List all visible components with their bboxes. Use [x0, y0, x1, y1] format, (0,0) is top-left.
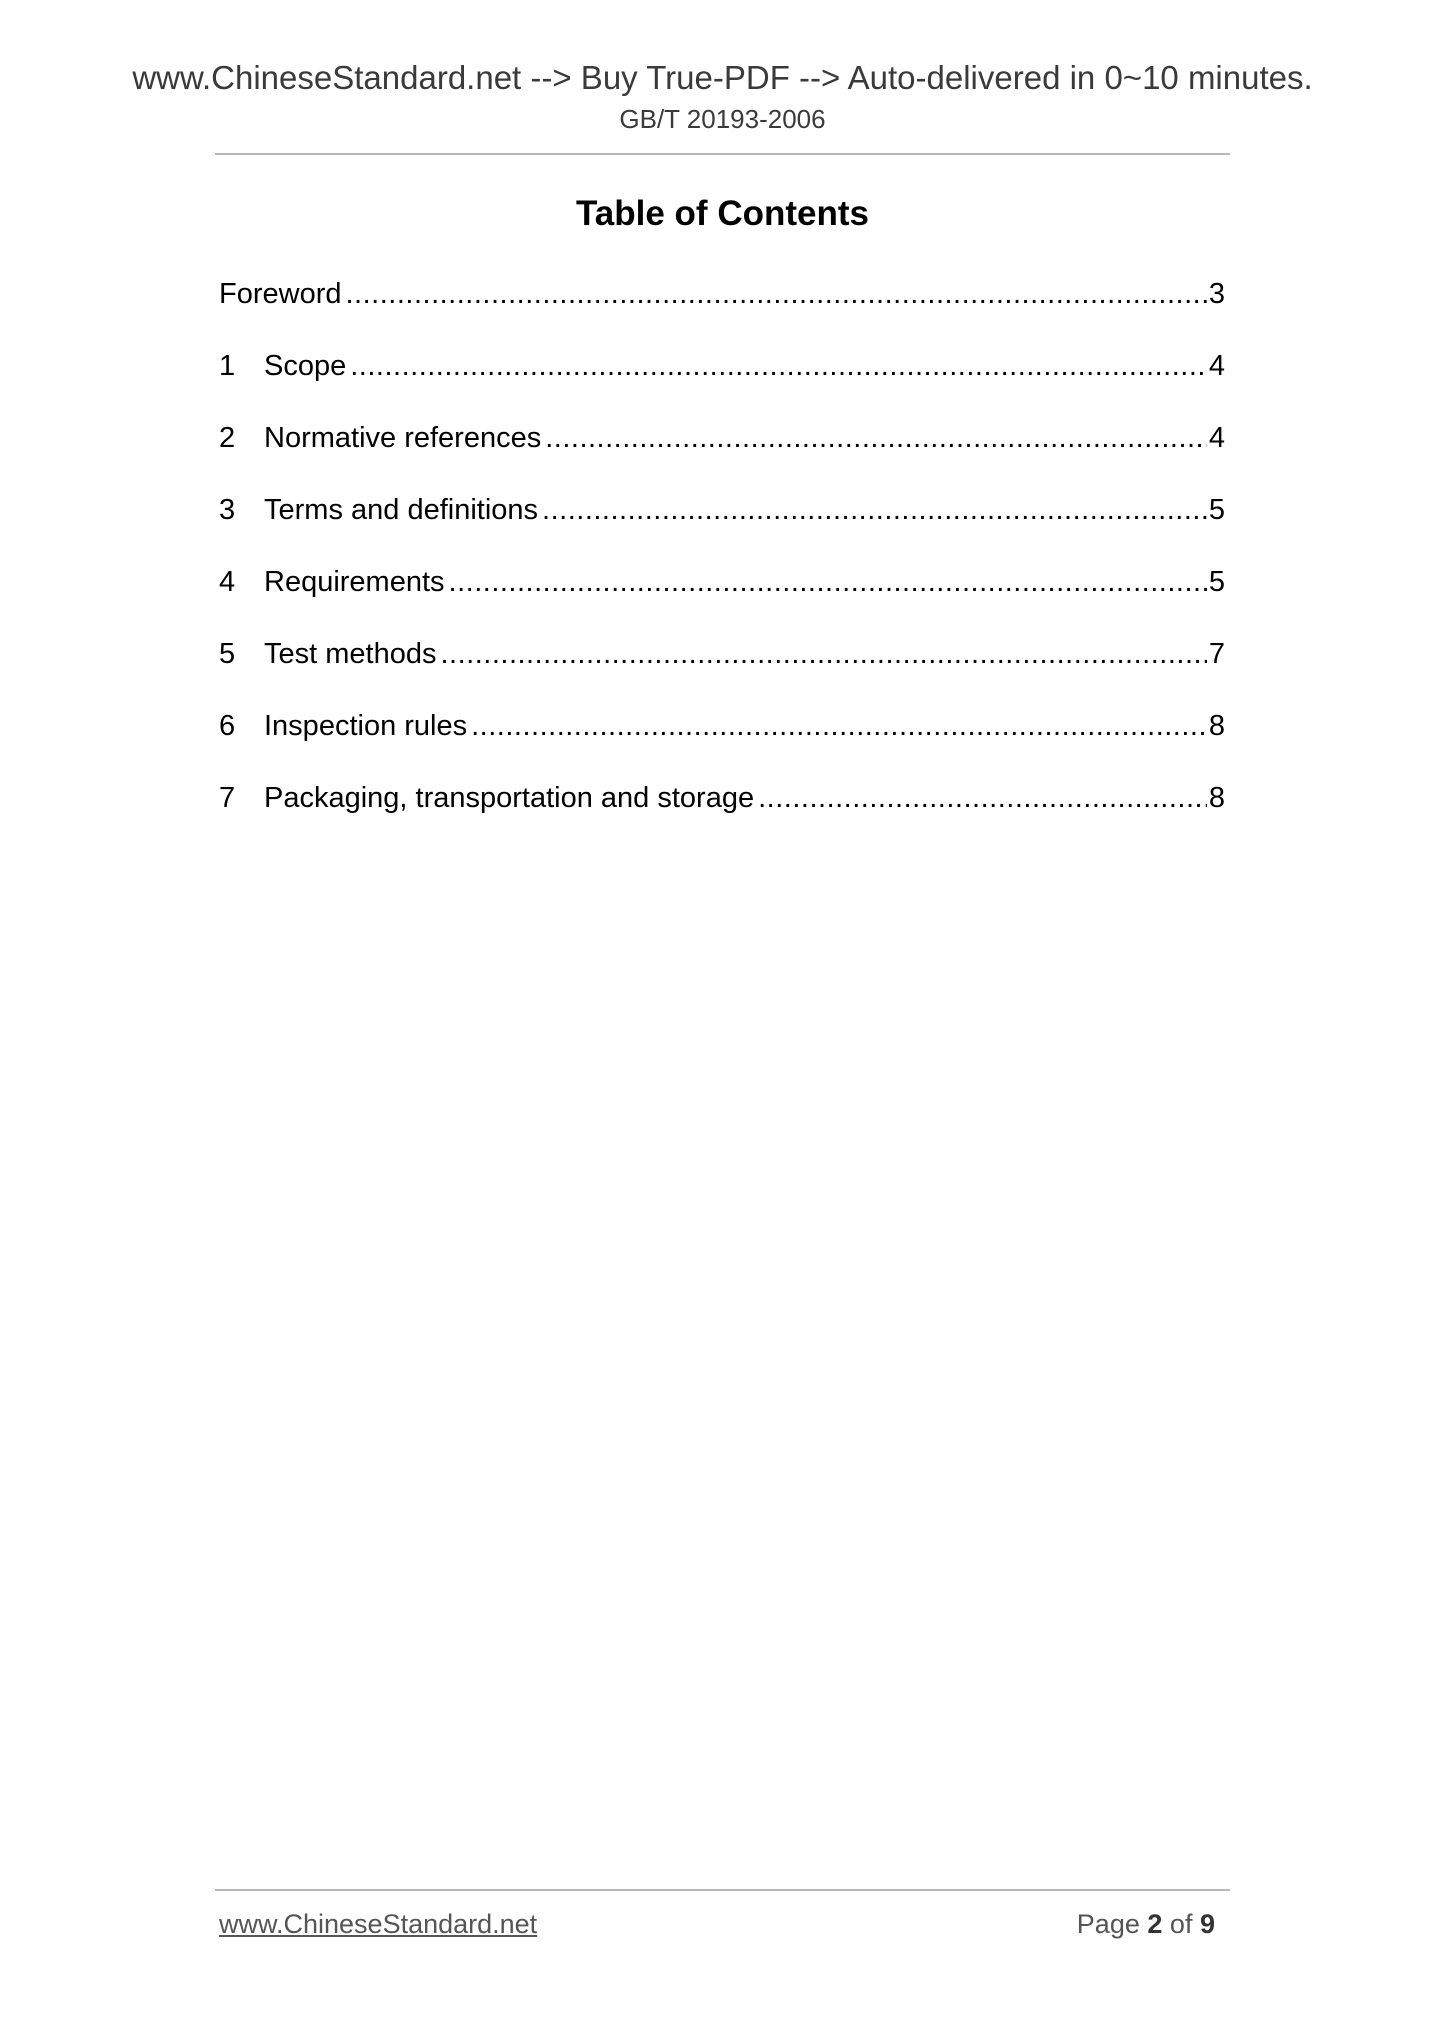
toc-entry-page: 4	[1208, 350, 1225, 382]
toc-entry-number: 3	[219, 494, 236, 526]
toc-entry-page: 4	[1208, 422, 1225, 454]
toc-entry-terms-and-definitions[interactable]	[219, 488, 1225, 560]
page-word: Page	[1076, 1909, 1140, 1939]
footer-divider	[215, 1889, 1230, 1891]
toc-entry-number: 1	[219, 350, 236, 382]
total-pages-number: 9	[1199, 1909, 1215, 1939]
toc-entry-label: Terms and definitions	[264, 494, 539, 526]
toc-entry-page: 3	[1208, 278, 1225, 310]
toc-entry-number: 6	[219, 710, 236, 742]
toc-entry-label: Test methods	[264, 638, 437, 670]
toc-entry-requirements[interactable]	[219, 560, 1225, 632]
toc-entry-number: 5	[219, 638, 236, 670]
toc-leader-dots	[471, 704, 1207, 748]
toc-entry-number: 7	[219, 782, 236, 814]
toc-entry-normative-references[interactable]	[219, 416, 1225, 488]
toc-entry-label: Foreword	[219, 278, 342, 310]
toc-entry-label: Scope	[264, 350, 347, 382]
header-banner: www.ChineseStandard.net --> Buy True-PDF --> Auto-delivered in 0~10 minutes.	[132, 59, 1313, 96]
toc-entry-label: Normative references	[264, 422, 542, 454]
toc-entry-label: Requirements	[264, 566, 445, 598]
toc-entry-foreword[interactable]	[219, 272, 1225, 344]
current-page-number: 2	[1147, 1909, 1163, 1939]
of-word: of	[1169, 1909, 1193, 1939]
toc-entry-packaging-transportation-storage[interactable]	[219, 776, 1225, 848]
header-divider	[215, 153, 1230, 155]
toc-entry-number: 2	[219, 422, 236, 454]
standard-code: GB/T 20193-2006	[619, 104, 826, 134]
toc-leader-dots	[758, 776, 1207, 820]
toc-entry-number: 4	[219, 566, 236, 598]
footer-page-indicator	[1077, 1906, 1215, 1942]
toc-leader-dots	[350, 344, 1207, 388]
toc-entry-page: 7	[1208, 638, 1225, 670]
toc-leader-dots	[440, 632, 1206, 676]
toc-leader-dots	[545, 416, 1207, 460]
toc-entry-page: 8	[1208, 782, 1225, 814]
toc-entry-page: 5	[1208, 494, 1225, 526]
toc-entry-test-methods[interactable]	[219, 632, 1225, 704]
toc-leader-dots	[449, 560, 1207, 604]
toc-entry-page: 8	[1208, 710, 1225, 742]
toc-entry-label: Inspection rules	[264, 710, 468, 742]
toc-entry-inspection-rules[interactable]	[219, 704, 1225, 776]
toc-title: Table of Contents	[576, 194, 869, 233]
toc-list	[219, 272, 1225, 848]
toc-leader-dots	[346, 272, 1207, 316]
toc-leader-dots	[542, 488, 1207, 532]
toc-entry-scope[interactable]	[219, 344, 1225, 416]
footer-site-link[interactable]: www.ChineseStandard.net	[219, 1909, 538, 1939]
toc-entry-label: Packaging, transportation and storage	[264, 782, 755, 814]
toc-entry-page: 5	[1208, 566, 1225, 598]
